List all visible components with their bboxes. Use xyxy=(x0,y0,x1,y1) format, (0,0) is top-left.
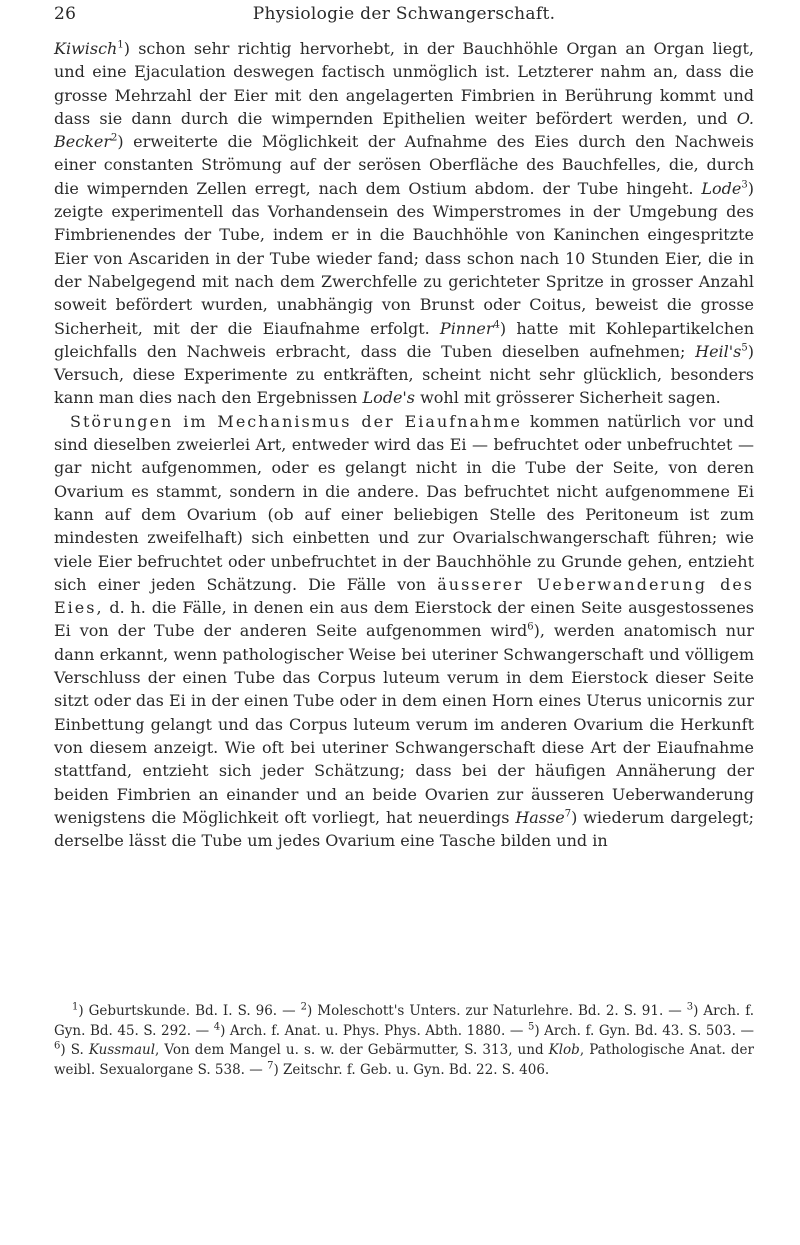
text-segment: wohl mit grösserer Sicherheit sagen. xyxy=(415,388,721,408)
running-header xyxy=(54,4,754,30)
footnote-6a: ) S. xyxy=(60,1042,89,1058)
main-text xyxy=(54,37,754,852)
footnote-block xyxy=(54,1002,754,1080)
footnote-2: ) Moleschott's Unters. zur Naturlehre. Bd. 2. S. 91. — xyxy=(307,1003,687,1019)
footnote-ref-4[interactable]: 4 xyxy=(493,319,500,331)
text-segment: ) zeigte experimentell das Vorhandensein des Wimperstromes in der Umgebung des Fimbrienendes der Tube, indem er in die Bauchhöhle von Kaninchen eingespritzte Eier von Ascariden in der Tube wieder fand; dass schon nach 10 Stunden Eier, die in der Nabelgegend mit nach dem Zwerchfelle zu gerichteter Spritze in grosser Anzahl soweit befördert wurden, unabhängig von Brunst oder Coitus, beweist die grosse Sicherheit, mit der die Eiaufnahme erfolgt. xyxy=(54,178,754,338)
text-segment: ) wiederum dargelegt; derselbe lässt die Tube um jedes Ovarium eine Tasche bilden und in xyxy=(54,807,754,851)
footnote-author-kussmaul: Kussmaul xyxy=(88,1042,156,1058)
section-heading-spaced: Störungen im Mechanismus der Eiaufnahme xyxy=(70,411,522,431)
footnote-num-4: 4 xyxy=(213,1021,221,1032)
footnotes xyxy=(54,1002,754,1080)
footnote-author-klob: Klob xyxy=(548,1042,580,1058)
footnote-num-7: 7 xyxy=(267,1060,274,1071)
footnote-num-2: 2 xyxy=(300,1001,307,1013)
author-hasse: Hasse xyxy=(515,807,565,827)
footnote-1: ) Geburtskunde. Bd. I. S. 96. — xyxy=(78,1003,301,1019)
text-segment: ) Versuch, diese Experimente zu entkräften, scheint nicht sehr glücklich, besonders kann man dies nach den Ergebnissen xyxy=(54,341,754,408)
author-heil: Heil's xyxy=(695,341,742,361)
footnote-3: ) Arch. f. Gyn. Bd. 45. S. 292. — xyxy=(54,1003,754,1039)
spaced-term: äusserer Ueberwanderung des Eies, xyxy=(54,574,755,618)
text-segment: ) schon sehr richtig hervorhebt, in der Bauchhöhle Organ an Organ liegt, und eine Ejaculation deswegen factisch unmöglich ist. Letzterer nahm an, dass die grosse Mehrzahl der Eier mit den angelagerten Fimbrien in Berührung kommt und dass sie dann durch die wimpernden Epithelien weiter befördert werden, und xyxy=(54,39,754,128)
footnote-num-3: 3 xyxy=(686,1001,694,1013)
footnote-4: ) Arch. f. Anat. u. Phys. Phys. Abth. 1880. — xyxy=(220,1022,528,1039)
footnote-num-5: 5 xyxy=(527,1021,535,1032)
footnote-num-1: 1 xyxy=(72,1001,79,1013)
page-number: 26 xyxy=(54,4,77,24)
footnote-ref-1[interactable]: 1 xyxy=(117,39,124,51)
footnote-ref-2[interactable]: 2 xyxy=(111,132,118,144)
footnote-ref-5[interactable]: 5 xyxy=(741,342,748,354)
footnote-6c: , Pathologische Anat. der weibl. Sexualorgane S. 538. — xyxy=(54,1042,754,1078)
footnote-num-6: 6 xyxy=(54,1040,61,1052)
text-segment: ) erweiterte die Möglichkeit der Aufnahme des Eies durch den Nachweis einer constanten Strömung auf der serösen Oberfläche des Bauchfelles, die, durch die wimpernden Zellen erregt, nach dem Ostium abdom. der Tube hingeht. xyxy=(54,132,754,198)
footnote-ref-7[interactable]: 7 xyxy=(564,808,572,820)
text-segment: kommen natürlich vor und sind dieselben zweierlei Art, entweder wird das Ei — befruchtet oder unbefruchtet — gar nicht aufgenommen, oder es gelangt nicht in die Tube der Seite, von deren Ovarium es stammt, sondern in die andere. Das befruchtet nicht aufgenommene Ei kann auf dem Ovarium (ob auf einer beliebigen Stelle des Peritoneum ist zum mindesten zweifelhaft) sich einbetten und zur Ovarialschwangerschaft führen; wie viele Eier befruchtet oder unbefruchtet in der Bauchhöhle zu Grunde gehen, entzieht sich einer jeden Schätzung. Die Fälle von xyxy=(54,411,754,594)
author-lode: Lode xyxy=(701,178,742,198)
footnote-ref-6[interactable]: 6 xyxy=(527,622,534,634)
author-kiwisch: Kiwisch xyxy=(54,39,118,58)
running-title: Physiologie der Schwangerschaft. xyxy=(252,4,556,24)
footnote-ref-3[interactable]: 3 xyxy=(741,179,748,191)
footnote-5: ) Arch. f. Gyn. Bd. 43. S. 503. — xyxy=(534,1022,754,1039)
author-becker: O. Becker xyxy=(54,108,754,152)
text-segment: ) hatte mit Kohlepartikelchen gleichfalls den Nachweis erbracht, dass die Tuben dieselben aufnehmen; xyxy=(54,318,755,361)
paragraph-2 xyxy=(54,410,754,853)
footnote-7: ) Zeitschr. f. Geb. u. Gyn. Bd. 22. S. 406. xyxy=(273,1061,550,1078)
author-pinner: Pinner xyxy=(439,318,494,338)
text-segment: ), werden anatomisch nur dann erkannt, wenn pathologischer Weise bei uteriner Schwangerschaft und völligem Verschluss der einen Tube das Corpus luteum verum in dem Eierstock dieser Seite sitzt oder das Ei in der einen Tube oder in dem einen Horn eines Uterus unicornis zur Einbettung gelangt und das Corpus luteum verum im anderen Ovarium die Herkunft von diesem anzeigt. Wie oft bei uteriner Schwangerschaft diese Art der Eiaufnahme stattfand, entzieht sich jeder Schätzung; dass bei der häufigen Annäherung der beiden Fimbrien an einander und an beide Ovarien zur äusseren Ueberwanderung wenigstens die Möglichkeit oft vorliegt, hat neuerdings xyxy=(54,621,754,827)
text-segment: d. h. die Fälle, in denen ein aus dem Eierstock der einen Seite ausgestossenes Ei von der Tube der anderen Seite aufgenommen wird xyxy=(54,598,754,641)
paragraph-1 xyxy=(54,37,754,410)
author-lode-2: Lode's xyxy=(362,388,416,408)
footnote-6b: , Von dem Mangel u. s. w. der Gebärmutter, S. 313, und xyxy=(155,1042,549,1058)
